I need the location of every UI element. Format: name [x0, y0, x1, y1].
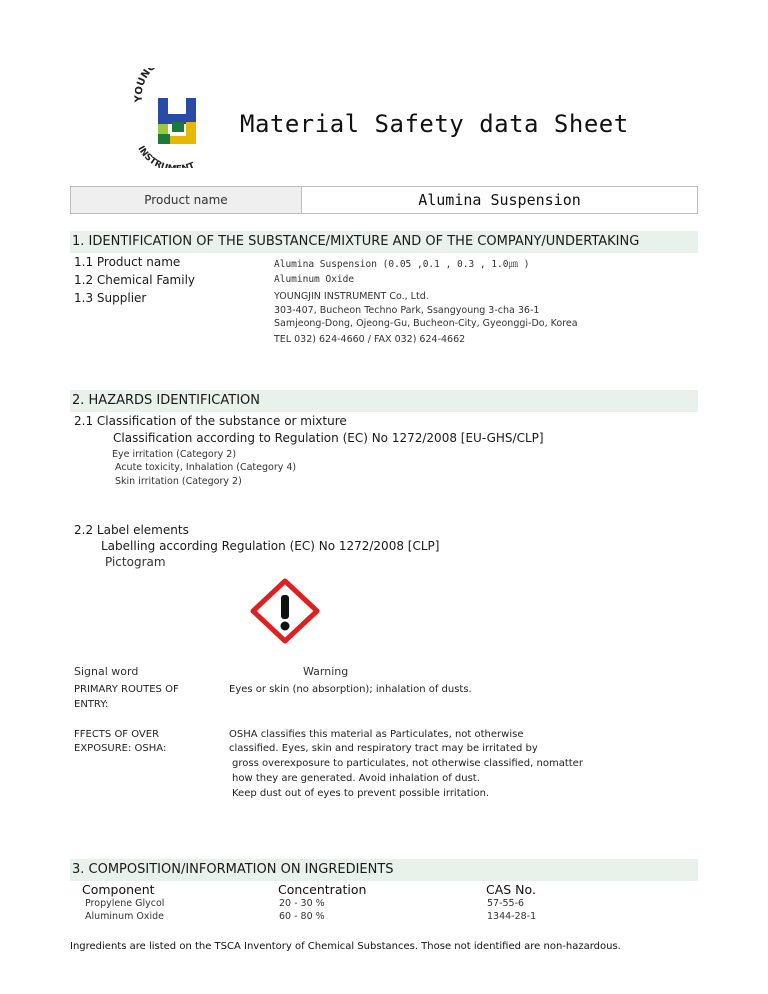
routes-label: PRIMARY ROUTES OF [74, 684, 179, 695]
logo-text-bottom: INSTRU T [135, 144, 197, 168]
product-name-field-label: 1.1 Product name [74, 255, 181, 269]
supplier-line: Samjeong-Dong, Ojeong-Gu, Bucheon-City, Gyeonggi-Do, Korea [274, 318, 578, 329]
column-header-cas: CAS No. [486, 882, 536, 897]
effects-label: FFECTS OF OVER [74, 729, 160, 740]
section-1-heading: 1. IDENTIFICATION OF THE SUBSTANCE/MIXTURE AND OF THE COMPANY/UNDERTAKING [70, 231, 698, 253]
classification-item: Skin irritation (Category 2) [115, 476, 242, 487]
effects-line: Keep dust out of eyes to prevent possible irritation. [232, 788, 490, 799]
effects-line: how they are generated. Avoid inhalation of dust. [232, 773, 480, 784]
label-elements-heading: 2.2 Label elements [74, 523, 189, 537]
effects-label: EXPOSURE: OSHA: [74, 743, 167, 754]
effects-line: OSHA classifies this material as Particulates, not otherwise [229, 729, 524, 740]
svg-text:INSTRUMENT [135, 145, 197, 168]
logo-text-top: YOUN [133, 68, 154, 103]
product-name-label: Product name [71, 187, 302, 213]
company-logo [128, 68, 228, 168]
classification-item: Eye irritation (Category 2) [112, 449, 237, 460]
section-2-heading: 2. HAZARDS IDENTIFICATION [70, 390, 698, 412]
table-cell-component: Aluminum Oxide [85, 911, 164, 922]
pictogram-label: Pictogram [105, 555, 166, 569]
table-cell-cas: 57-55-6 [487, 898, 525, 909]
chemical-family-value: Aluminum Oxide [274, 274, 355, 285]
classification-item: Acute toxicity, Inhalation (Category 4) [115, 462, 297, 473]
svg-text:YOUNG JIN [134, 68, 176, 103]
exclamation-icon [250, 578, 320, 644]
supplier-line: 303-407, Bucheon Techno Park, Ssangyoung 3-cha 36-1 [274, 305, 540, 316]
signal-word-value: Warning [303, 665, 349, 678]
table-cell-component: Propylene Glycol [85, 898, 165, 909]
table-cell-concentration: 20 - 30 % [279, 898, 325, 909]
supplier-label: 1.3 Supplier [74, 291, 147, 305]
routes-value: Eyes or skin (no absorption); inhalation of dusts. [229, 684, 472, 695]
effects-line: gross overexposure to particulates, not otherwise classified, nomatter [232, 758, 583, 769]
table-cell-concentration: 60 - 80 % [279, 911, 325, 922]
classification-sub: Classification according to Regulation (EC) No 1272/2008 [EU-GHS/CLP] [113, 431, 544, 445]
supplier-phone: TEL 032) 624-4660 / FAX 032) 624-4662 [274, 334, 466, 345]
product-name-value: Alumina Suspension [418, 191, 581, 209]
product-name-field-value: Alumina Suspension (0.05 ,0.1 , 0.3 , 1.0㎛ ) [274, 259, 530, 270]
signal-word-label: Signal word [74, 665, 139, 678]
ingredients-footnote: Ingredients are listed on the TSCA Inventory of Chemical Substances. Those not identified are non-hazardous. [70, 941, 621, 952]
table-cell-cas: 1344-28-1 [487, 911, 537, 922]
effects-line: classified. Eyes, skin and respiratory tract may be irritated by [229, 743, 538, 754]
chemical-family-label: 1.2 Chemical Family [74, 273, 196, 287]
label-elements-sub: Labelling according Regulation (EC) No 1272/2008 [CLP] [101, 539, 440, 553]
classification-heading: 2.1 Classification of the substance or mixture [74, 414, 347, 428]
supplier-line: YOUNGJIN INSTRUMENT Co., Ltd. [274, 291, 429, 302]
column-header-concentration: Concentration [278, 882, 367, 897]
document-title: Material Safety data Sheet [240, 110, 629, 138]
column-header-component: Component [82, 882, 155, 897]
section-3-heading: 3. COMPOSITION/INFORMATION ON INGREDIENTS [70, 859, 698, 881]
product-name-box [70, 186, 698, 214]
routes-label: ENTRY: [74, 699, 109, 710]
